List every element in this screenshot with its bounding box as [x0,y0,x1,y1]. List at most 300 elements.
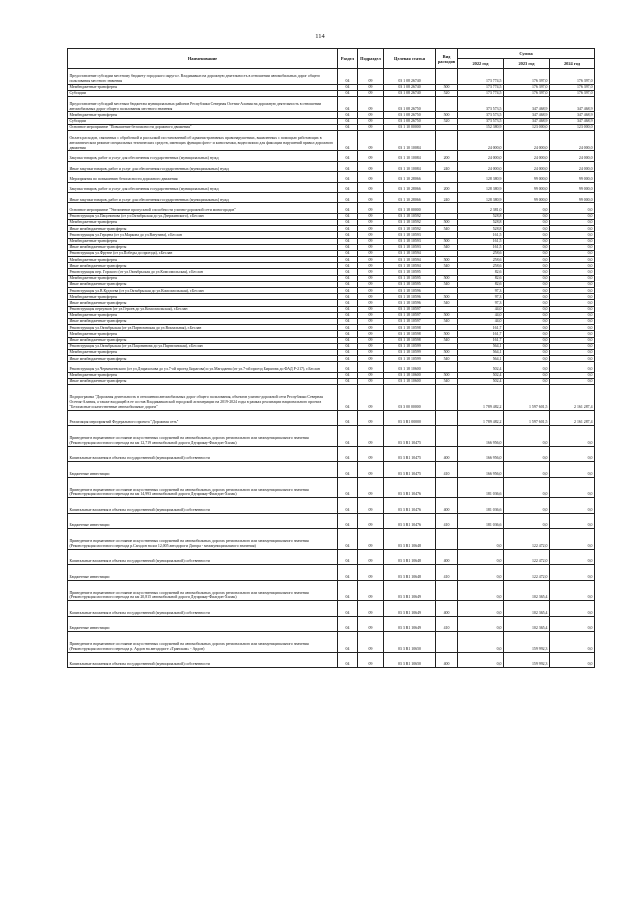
table-row [68,69,595,85]
cell-name: Основное мероприятие "Увеличение пропускной способности улично-дорожной сети моногородов" [68,203,338,213]
cell-expense-type: 520 [436,118,458,124]
cell-sum-2023: 0,0 [504,362,550,372]
cell-target-article: 03 1 10 28066 [384,182,436,192]
cell-sum-2024: 24 000,0 [550,151,595,161]
cell-expense-type: 540 [436,337,458,343]
cell-sum-2023: 0,0 [504,281,550,287]
cell-target-article: 03 3 R1 10476 [384,477,436,498]
cell-podrazdel: 09 [358,219,384,225]
cell-name: Реконструкция ул.Октябрьская (от ул.Партизанская до ул.Вокзальная), г.Беслан [68,325,338,331]
cell-sum-2024: 0,0 [550,529,595,550]
cell-target-article: 03 1 18 10594 [384,263,436,269]
cell-target-article: 03 1 18 10597 [384,306,436,312]
cell-razdel: 04 [338,601,358,617]
cell-name: Субсидии [68,118,338,124]
table-row [68,151,595,161]
cell-podrazdel: 09 [358,269,384,275]
cell-podrazdel: 09 [358,130,384,151]
cell-expense-type: 540 [436,281,458,287]
cell-sum-2024: 0,0 [550,238,595,244]
cell-sum-2024: 0,0 [550,362,595,372]
cell-razdel: 04 [338,275,358,281]
cell-sum-2022: 0,0 [458,529,504,550]
cell-sum-2024: 0,0 [550,498,595,514]
cell-podrazdel: 09 [358,112,384,118]
cell-sum-2024: 99 000,0 [550,182,595,192]
cell-razdel: 04 [338,244,358,250]
cell-target-article: 03 3 R1 10649 [384,601,436,617]
cell-razdel: 04 [338,529,358,550]
cell-sum-2024: 2 161 287,4 [550,410,595,426]
cell-sum-2023: 102 365,4 [504,616,550,632]
cell-sum-2022: 128 380,9 [458,172,504,182]
cell-sum-2023: 159 992,3 [504,632,550,653]
table-row [68,161,595,171]
table-row [68,172,595,182]
cell-name: Межбюджетные трансферты [68,294,338,300]
cell-sum-2023: 24 000,0 [504,161,550,171]
cell-razdel: 04 [338,306,358,312]
cell-razdel: 04 [338,219,358,225]
cell-expense-type [436,410,458,426]
cell-expense-type [436,632,458,653]
cell-sum-2023: 123 000,0 [504,124,550,130]
cell-name: Приведение в нормативное состояние искусственных сооружений на автомобильных дорогах регионального или межмуниципального значения (Реконструкция мостового перехода на км 14,993 автомобильной дороги Дзуарикау-Фиагдон-Хилак) [68,477,338,498]
cell-name: Приведение в нормативное состояние искусственных сооружений на автомобильных дорогах регионального или межмуниципального значения (Реконструкция мостового перехода на км 12,719 автомобильной дороги Дзуарикау-Фиагдон-Хилак) [68,426,338,447]
cell-sum-2022: 0,0 [458,601,504,617]
cell-sum-2022: 82,6 [458,269,504,275]
cell-target-article: 03 1 18 10599 [384,356,436,362]
cell-target-article: 03 1 18 10600 [384,372,436,378]
cell-sum-2024: 0,0 [550,477,595,498]
table-row [68,632,595,653]
cell-sum-2022: 44,0 [458,312,504,318]
cell-razdel: 04 [338,232,358,238]
cell-target-article: 03 1 18 10598 [384,325,436,331]
cell-razdel: 04 [338,356,358,362]
cell-expense-type: 400 [436,446,458,462]
cell-sum-2024: 347 468,9 [550,118,595,124]
cell-razdel: 04 [338,112,358,118]
cell-razdel: 04 [338,130,358,151]
cell-sum-2022: 97,3 [458,300,504,306]
cell-expense-type [436,130,458,151]
cell-sum-2023: 122 472,0 [504,549,550,565]
cell-sum-2022: 128 380,9 [458,182,504,192]
cell-sum-2024: 347 468,9 [550,112,595,118]
cell-podrazdel: 09 [358,161,384,171]
cell-target-article: 03 1 18 10595 [384,281,436,287]
cell-sum-2024: 0,0 [550,318,595,324]
cell-sum-2023: 24 000,0 [504,151,550,161]
cell-podrazdel: 09 [358,306,384,312]
cell-podrazdel: 09 [358,325,384,331]
cell-target-article: 03 1 18 10599 [384,349,436,355]
cell-podrazdel: 09 [358,652,384,668]
table-row [68,96,595,112]
cell-sum-2023: 0,0 [504,269,550,275]
cell-sum-2022: 24 000,0 [458,161,504,171]
cell-sum-2022: 181 036,6 [458,498,504,514]
cell-name: Приведение в нормативное состояние искусственных сооружений на автомобильных дорогах регионального или межмуниципального значения (Реконструкция мостового перехода на км 20,815 автомобильной дороги Дзуарикау-Фиагдон-Хилак) [68,580,338,601]
cell-podrazdel: 09 [358,331,384,337]
cell-sum-2022: 166 956,0 [458,426,504,447]
cell-expense-type [436,69,458,85]
cell-sum-2022: 82,6 [458,275,504,281]
cell-razdel: 04 [338,288,358,294]
cell-name: Закупка товаров, работ и услуг для обеспечения государственных (муниципальных) нужд [68,182,338,192]
cell-podrazdel: 09 [358,300,384,306]
table-row [68,362,595,372]
cell-sum-2024: 0,0 [550,446,595,462]
header-expense-type: Вид расходов [436,49,458,69]
cell-sum-2024: 0,0 [550,565,595,581]
cell-razdel: 04 [338,124,358,130]
cell-target-article: 03 1 10 00000 [384,124,436,130]
cell-expense-type: 500 [436,219,458,225]
cell-name: Приведение в нормативное состояние искусственных сооружений на автомобильных дорогах регионального или межмуниципального значения (Реконструкция мостового перехода р.Сагадон на км 12,005 автодороги Дигора - межмуниципального значения) [68,529,338,550]
cell-podrazdel: 09 [358,193,384,203]
cell-podrazdel: 09 [358,343,384,349]
cell-name: Иные межбюджетные трансферты [68,318,338,324]
cell-razdel: 04 [338,372,358,378]
cell-target-article: 03 3 R1 10476 [384,498,436,514]
cell-podrazdel: 09 [358,294,384,300]
cell-name: Межбюджетные трансферты [68,84,338,90]
cell-sum-2023: 0,0 [504,275,550,281]
cell-expense-type: 400 [436,549,458,565]
table-row [68,410,595,426]
cell-sum-2023: 0,0 [504,219,550,225]
cell-sum-2023: 0,0 [504,446,550,462]
cell-razdel: 04 [338,172,358,182]
cell-podrazdel: 09 [358,372,384,378]
cell-sum-2023: 0,0 [504,294,550,300]
cell-name: Иные закупки товаров, работ и услуг для обеспечения государственных (муниципальных) нужд [68,193,338,203]
cell-name: Реконструкция пер. Горского (от ул.Октябрьская до ул.Комсомольская), г.Беслан [68,269,338,275]
cell-expense-type: 500 [436,112,458,118]
cell-razdel: 04 [338,477,358,498]
cell-expense-type: 500 [436,312,458,318]
cell-sum-2022: 166 956,0 [458,446,504,462]
cell-sum-2024: 0,0 [550,331,595,337]
cell-name: Бюджетные инвестиции [68,513,338,529]
cell-sum-2023: 0,0 [504,513,550,529]
cell-name: Иные межбюджетные трансферты [68,244,338,250]
cell-sum-2023: 0,0 [504,263,550,269]
cell-sum-2023: 0,0 [504,288,550,294]
cell-name: Иные межбюджетные трансферты [68,281,338,287]
cell-sum-2022: 502,4 [458,378,504,384]
cell-sum-2022: 502,4 [458,362,504,372]
cell-razdel: 04 [338,250,358,256]
cell-sum-2024: 0,0 [550,219,595,225]
cell-expense-type: 240 [436,193,458,203]
cell-expense-type: 540 [436,244,458,250]
cell-sum-2024: 99 000,0 [550,193,595,203]
table-body [68,69,595,668]
cell-sum-2022: 258,6 [458,257,504,263]
cell-razdel: 04 [338,161,358,171]
cell-target-article: 03 1 18 10593 [384,244,436,250]
header-razdel: Раздел [338,49,358,69]
cell-sum-2024: 0,0 [550,294,595,300]
table-row [68,462,595,478]
cell-name: Межбюджетные трансферты [68,219,338,225]
cell-name: Иные закупки товаров, работ и услуг для обеспечения государственных (муниципальных) нужд [68,161,338,171]
cell-sum-2023: 0,0 [504,372,550,378]
cell-sum-2023: 0,0 [504,306,550,312]
cell-sum-2023: 0,0 [504,343,550,349]
cell-sum-2022: 44,0 [458,306,504,312]
header-target-article: Целевая статья [384,49,436,69]
cell-name: Предоставление субсидий местным бюджетам муниципальных районов Республики Северная Осетия-Алания на дорожную деятельность в отношении автомобильных дорог общего пользования местного значения [68,96,338,112]
cell-expense-type [436,96,458,112]
cell-sum-2024: 176 397,0 [550,69,595,85]
cell-target-article: 03 1 18 10598 [384,337,436,343]
cell-expense-type: 410 [436,462,458,478]
cell-name: Иные межбюджетные трансферты [68,356,338,362]
cell-razdel: 04 [338,96,358,112]
cell-podrazdel: 09 [358,549,384,565]
cell-podrazdel: 09 [358,362,384,372]
cell-target-article: 03 3 R1 10648 [384,529,436,550]
cell-sum-2023: 0,0 [504,426,550,447]
cell-podrazdel: 09 [358,232,384,238]
cell-sum-2024: 0,0 [550,288,595,294]
cell-expense-type: 540 [436,318,458,324]
cell-sum-2023: 176 397,0 [504,84,550,90]
cell-expense-type [436,426,458,447]
cell-name: Реализация мероприятий Федерального проекта "Дорожная сеть" [68,410,338,426]
cell-name: Иные межбюджетные трансферты [68,337,338,343]
cell-razdel: 04 [338,238,358,244]
cell-name: Реконструкция ул.Пацонинова (от ул.Октябрьская до ул.Дзержинского), г.Беслан [68,213,338,219]
cell-sum-2023: 347 468,9 [504,96,550,112]
cell-sum-2024: 0,0 [550,580,595,601]
cell-name: Бюджетные инвестиции [68,616,338,632]
cell-sum-2022: 97,3 [458,288,504,294]
cell-target-article: 03 1 18 10597 [384,312,436,318]
cell-razdel: 04 [338,616,358,632]
cell-expense-type: 500 [436,84,458,90]
cell-podrazdel: 09 [358,349,384,355]
cell-sum-2022: 161,5 [458,238,504,244]
cell-sum-2023: 0,0 [504,232,550,238]
cell-sum-2023: 0,0 [504,325,550,331]
cell-sum-2024: 99 000,0 [550,172,595,182]
cell-podrazdel: 09 [358,378,384,384]
cell-sum-2023: 0,0 [504,213,550,219]
cell-target-article: 03 1 18 10595 [384,269,436,275]
cell-name: Межбюджетные трансферты [68,275,338,281]
cell-sum-2022: 173 774,5 [458,84,504,90]
cell-sum-2022: 258,6 [458,250,504,256]
cell-podrazdel: 09 [358,318,384,324]
cell-podrazdel: 09 [358,238,384,244]
cell-name: Реконструкция ул.Октябрьская (от ул.Пацонинова до ул.Партизанская), г.Беслан [68,343,338,349]
cell-sum-2024: 0,0 [550,281,595,287]
cell-target-article: 03 3 R1 10650 [384,632,436,653]
cell-expense-type: 500 [436,294,458,300]
cell-sum-2022: 0,0 [458,652,504,668]
table-row [68,426,595,447]
cell-sum-2024: 0,0 [550,462,595,478]
cell-sum-2022: 161,7 [458,325,504,331]
cell-razdel: 04 [338,549,358,565]
cell-sum-2023: 24 000,0 [504,130,550,151]
cell-expense-type [436,172,458,182]
budget-table [67,48,595,668]
cell-sum-2022: 1 789 482,2 [458,410,504,426]
cell-target-article: 03 1 08 26740 [384,69,436,85]
cell-sum-2024: 0,0 [550,652,595,668]
cell-expense-type [436,385,458,411]
cell-podrazdel: 09 [358,385,384,411]
cell-sum-2022: 97,3 [458,294,504,300]
cell-expense-type: 400 [436,601,458,617]
cell-target-article: 03 1 08 26740 [384,84,436,90]
cell-name: Закупка товаров, работ и услуг для обеспечения государственных (муниципальных) нужд [68,151,338,161]
cell-sum-2024: 0,0 [550,257,595,263]
cell-target-article: 03 1 18 10595 [384,275,436,281]
cell-podrazdel: 09 [358,446,384,462]
cell-target-article: 03 1 08 26750 [384,118,436,124]
cell-podrazdel: 09 [358,281,384,287]
cell-name: Межбюджетные трансферты [68,349,338,355]
cell-podrazdel: 09 [358,513,384,529]
cell-name: Приведение в нормативное состояние искусственных сооружений на автомобильных дорогах регионального или межмуниципального значения (Реконструкция мостового перехода р. Ардон на автодороге «Транскам» - Ардон) [68,632,338,653]
cell-sum-2024: 0,0 [550,312,595,318]
header-podrazdel: Подраздел [358,49,384,69]
cell-sum-2022: 528,8 [458,219,504,225]
cell-podrazdel: 09 [358,250,384,256]
cell-podrazdel: 09 [358,257,384,263]
cell-sum-2022: 173 774,5 [458,90,504,96]
cell-sum-2022: 24 000,0 [458,151,504,161]
cell-podrazdel: 09 [358,426,384,447]
table-row [68,203,595,213]
cell-sum-2023: 0,0 [504,203,550,213]
cell-name: Капитальные вложения в объекты государственной (муниципальной) собственности [68,446,338,462]
cell-sum-2022: 161,7 [458,331,504,337]
cell-expense-type: 540 [436,226,458,232]
cell-podrazdel: 09 [358,498,384,514]
cell-target-article: 03 1 18 10599 [384,343,436,349]
cell-podrazdel: 09 [358,580,384,601]
cell-sum-2022: 502,4 [458,372,504,378]
cell-sum-2024: 0,0 [550,250,595,256]
table-row [68,446,595,462]
cell-sum-2022: 564,1 [458,349,504,355]
cell-razdel: 04 [338,362,358,372]
cell-target-article: 03 3 R1 00000 [384,410,436,426]
cell-razdel: 04 [338,462,358,478]
cell-sum-2024: 24 000,0 [550,130,595,151]
cell-razdel: 04 [338,632,358,653]
cell-name: Иные межбюджетные трансферты [68,300,338,306]
cell-name: Субсидии [68,90,338,96]
cell-expense-type: 500 [436,372,458,378]
cell-sum-2024: 0,0 [550,263,595,269]
cell-sum-2024: 24 000,0 [550,161,595,171]
cell-sum-2023: 176 397,0 [504,69,550,85]
cell-sum-2022: 0,0 [458,565,504,581]
cell-target-article: 03 1 18 10596 [384,300,436,306]
cell-expense-type: 540 [436,300,458,306]
cell-target-article: 03 3 R1 10650 [384,652,436,668]
cell-name: Иные межбюджетные трансферты [68,263,338,269]
cell-podrazdel: 09 [358,118,384,124]
cell-sum-2024: 0,0 [550,343,595,349]
cell-razdel: 04 [338,312,358,318]
cell-expense-type: 540 [436,263,458,269]
cell-name: Капитальные вложения в объекты государственной (муниципальной) собственности [68,652,338,668]
cell-name: Реконструкция ул.Чермекеевского (от ул.Дзарахохова до ул.7-ой проезд Бирагова) и ул.Магадаева (от ул.7-ой проезд Бирагова до ФАД Р-217), г.Беслан [68,362,338,372]
cell-sum-2024: 123 000,0 [550,124,595,130]
cell-razdel: 04 [338,257,358,263]
header-name: Наименование [68,49,338,69]
cell-sum-2022: 0,0 [458,616,504,632]
cell-sum-2022: 24 000,0 [458,130,504,151]
cell-podrazdel: 09 [358,462,384,478]
cell-expense-type [436,362,458,372]
cell-razdel: 04 [338,84,358,90]
cell-sum-2022: 82,6 [458,281,504,287]
cell-podrazdel: 09 [358,288,384,294]
cell-sum-2023: 1 597 601,5 [504,410,550,426]
cell-expense-type [436,477,458,498]
cell-target-article: 03 1 10 10084 [384,151,436,161]
cell-sum-2022: 173 774,5 [458,69,504,85]
cell-expense-type: 200 [436,182,458,192]
header-sum: Сумма [458,49,595,59]
cell-sum-2022: 373 573,5 [458,112,504,118]
cell-razdel: 04 [338,294,358,300]
cell-sum-2023: 0,0 [504,226,550,232]
cell-podrazdel: 09 [358,477,384,498]
cell-podrazdel: 09 [358,90,384,96]
table-row [68,385,595,411]
page-number: 114 [315,33,325,40]
cell-razdel: 04 [338,410,358,426]
cell-podrazdel: 09 [358,410,384,426]
cell-expense-type: 240 [436,161,458,171]
table-row [68,498,595,514]
cell-name: Иные межбюджетные трансферты [68,226,338,232]
cell-sum-2022: 373 573,5 [458,96,504,112]
cell-name: Мероприятия по повышению безопасности дорожного движения [68,172,338,182]
cell-sum-2024: 0,0 [550,372,595,378]
cell-expense-type: 400 [436,652,458,668]
cell-sum-2024: 2 161 287,4 [550,385,595,411]
cell-expense-type: 520 [436,90,458,96]
table-row [68,580,595,601]
cell-sum-2024: 0,0 [550,616,595,632]
cell-expense-type: 500 [436,238,458,244]
cell-razdel: 04 [338,385,358,411]
cell-sum-2024: 0,0 [550,232,595,238]
cell-name: Капитальные вложения в объекты государственной (муниципальной) собственности [68,549,338,565]
cell-sum-2024: 176 397,0 [550,90,595,96]
cell-sum-2022: 152 380,9 [458,124,504,130]
cell-name: Иные межбюджетные трансферты [68,378,338,384]
cell-sum-2023: 0,0 [504,331,550,337]
table-row [68,193,595,203]
cell-sum-2022: 128 380,9 [458,193,504,203]
cell-razdel: 04 [338,90,358,96]
cell-target-article: 03 1 18 10596 [384,294,436,300]
